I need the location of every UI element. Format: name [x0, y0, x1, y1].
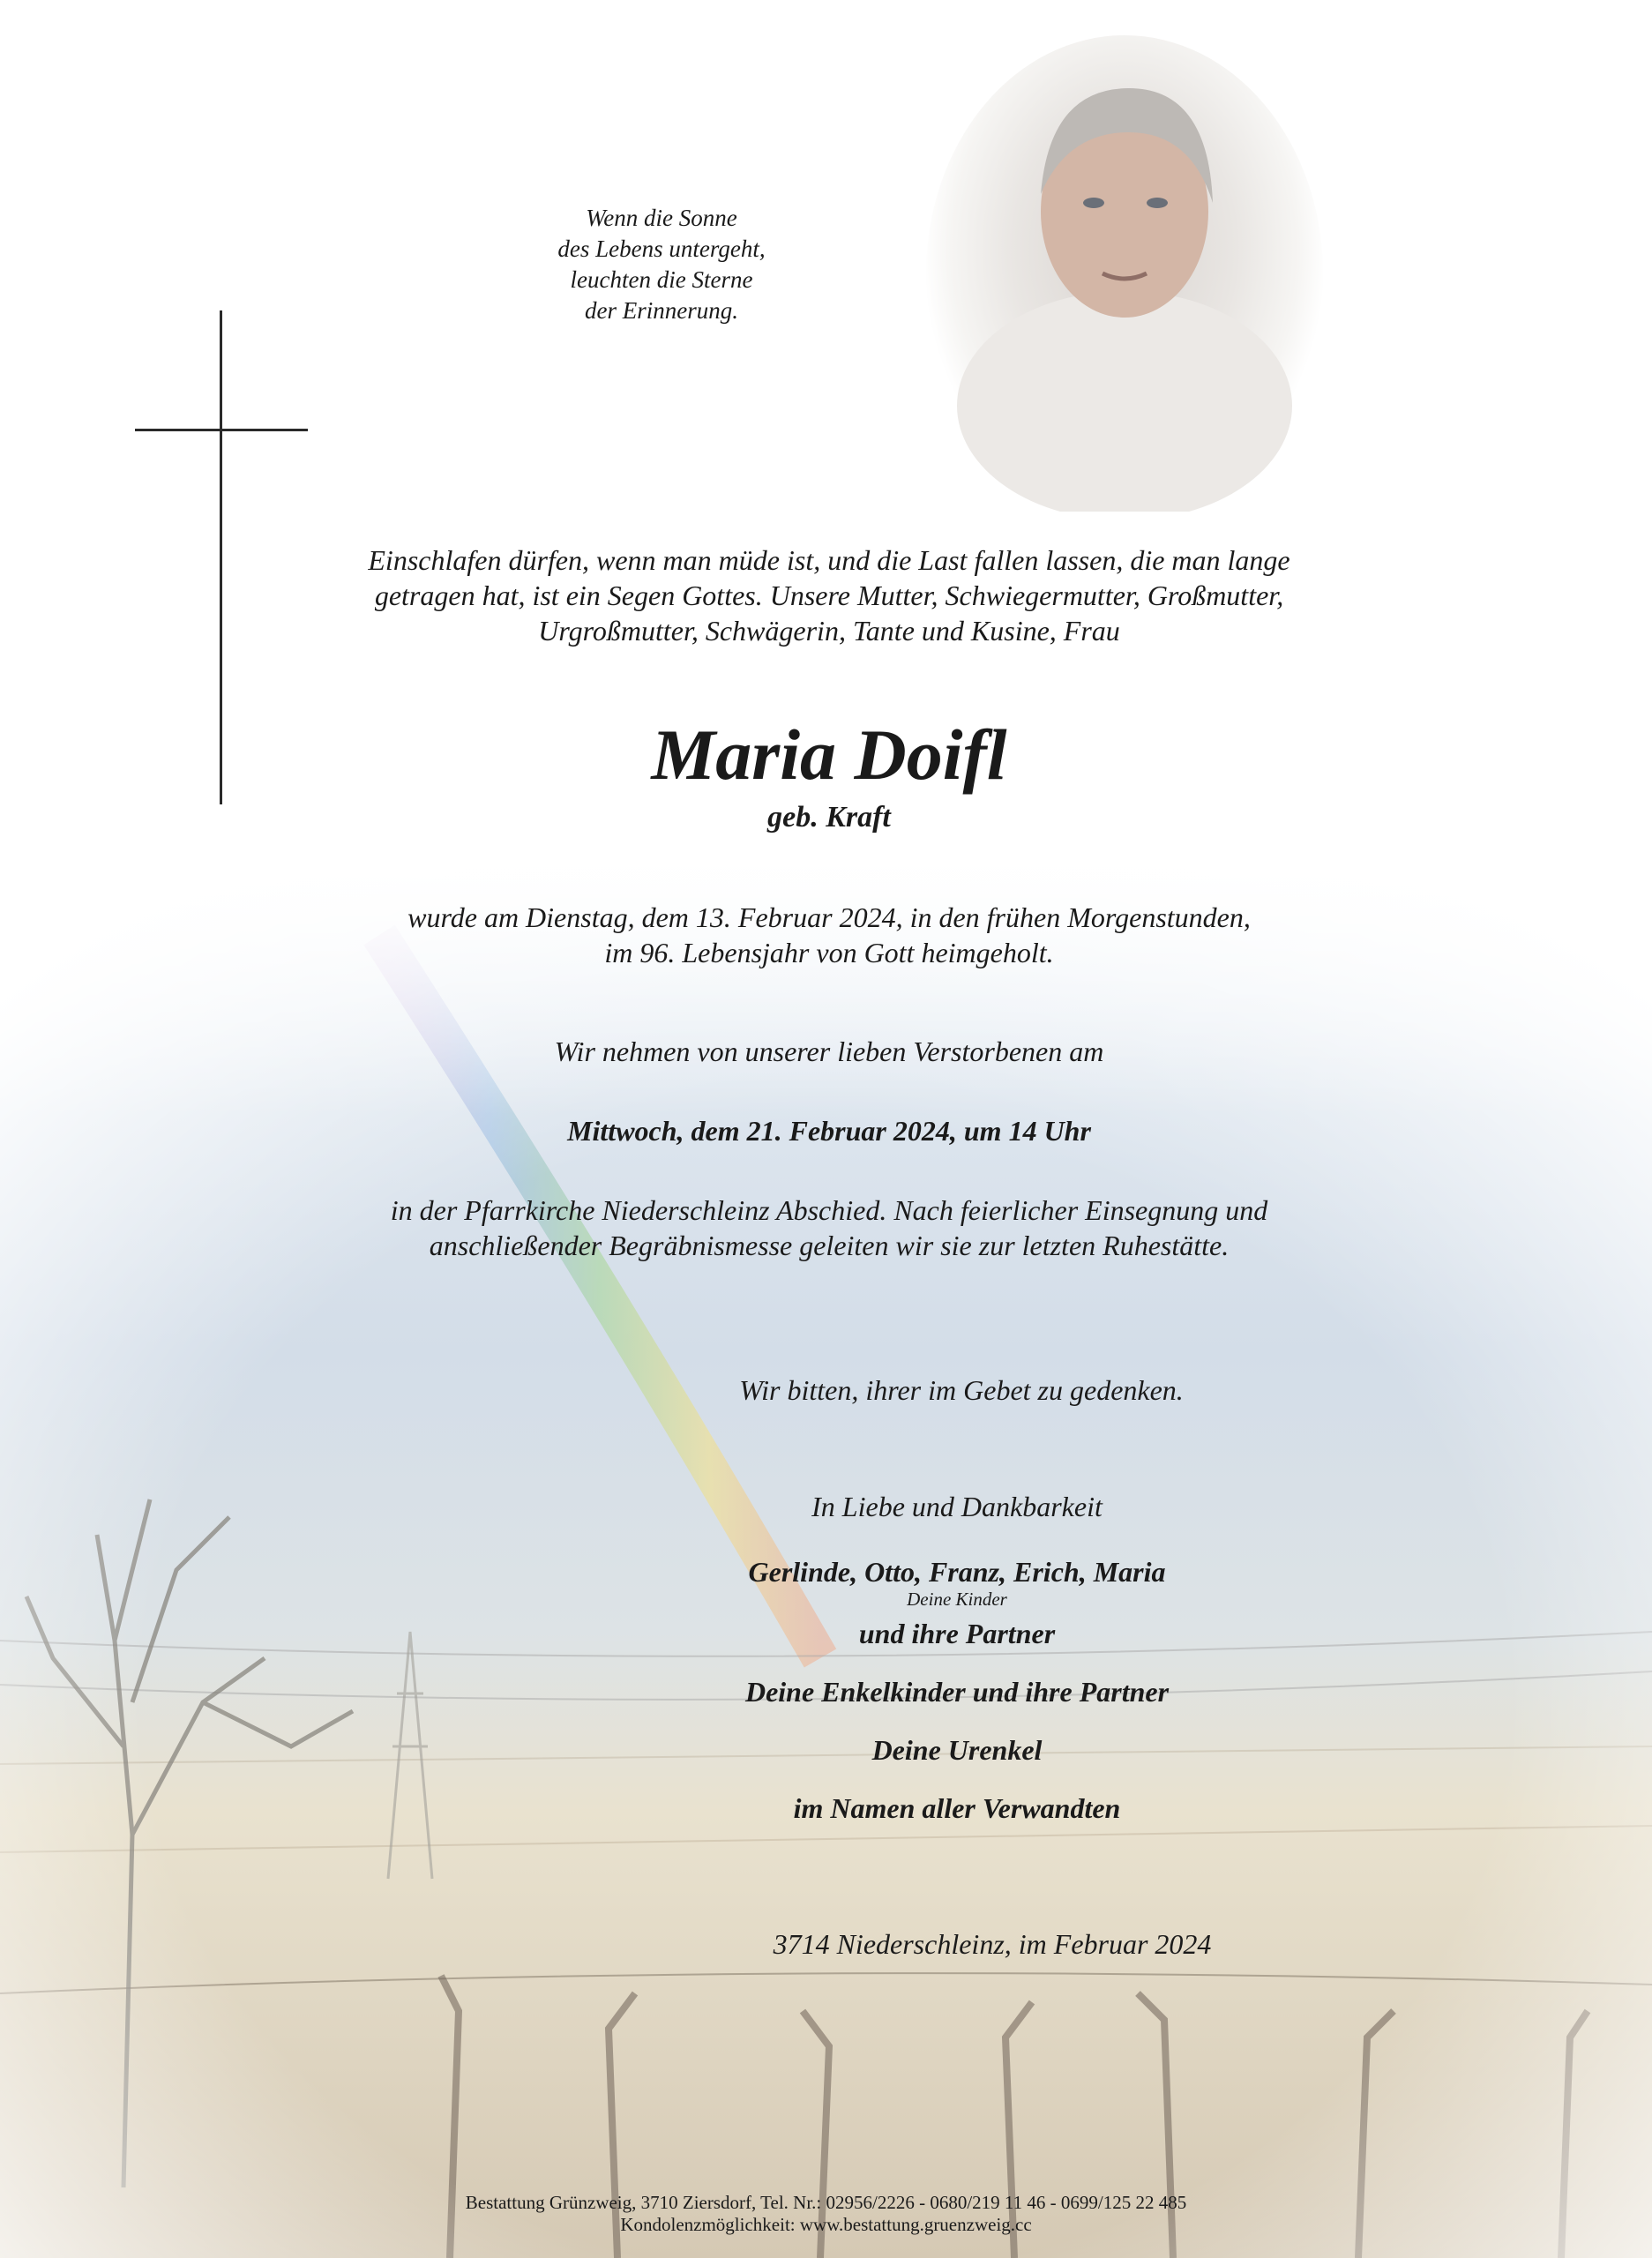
mourner-grandchildren: Deine Enkelkinder und ihre Partner [744, 1676, 1170, 1708]
death-notice [256, 900, 1402, 970]
intro-text [300, 542, 1358, 648]
birth-name: geb. Kraft [767, 801, 891, 834]
mourner-partners: und ihre Partner [858, 1618, 1056, 1649]
mourner-children: Gerlinde, Otto, Franz, Erich, Maria [748, 1556, 1166, 1588]
funeral-date: Mittwoch, dem 21. Februar 2024, um 14 Uhr [567, 1115, 1091, 1147]
church-line: anschließender Begräbnismesse geleiten wir sie zur letzten Ruhestätte. [429, 1230, 1230, 1261]
motto-line: des Lebens untergeht, [557, 236, 766, 262]
portrait-figure [926, 35, 1323, 512]
footer-funeral-home: Bestattung Grünzweig, 3710 Ziersdorf, Tel. Nr.: 02956/2226 - 0680/219 11 46 - 0699/125 22 485 [465, 2192, 1187, 2213]
intro-line: Einschlafen dürfen, wenn man müde ist, und die Last fallen lassen, die man lange [368, 544, 1290, 576]
cross-icon-bar [135, 429, 308, 431]
cross-icon [220, 310, 222, 804]
intro-line: Urgroßmutter, Schwägerin, Tante und Kusine, Frau [538, 615, 1120, 647]
intro-line: getragen hat, ist ein Segen Gottes. Unsere Mutter, Schwiegermutter, Großmutter, [374, 579, 1284, 611]
death-line: im 96. Lebensjahr von Gott heimgeholt. [604, 937, 1054, 968]
motto-line: Wenn die Sonne [586, 205, 737, 231]
love-line: In Liebe und Dankbarkeit [811, 1491, 1103, 1522]
motto [450, 203, 873, 326]
church-text [256, 1193, 1402, 1263]
footer-condolence-link[interactable]: Kondolenzmöglichkeit: www.bestattung.gruenzweig.cc [620, 2214, 1032, 2235]
mourner-great-grandchildren: Deine Urenkel [871, 1734, 1043, 1766]
portrait-photo [926, 35, 1323, 512]
place-date: 3714 Niederschleinz, im Februar 2024 [773, 1928, 1212, 1960]
prayer-request: Wir bitten, ihrer im Gebet zu gedenken. [739, 1374, 1184, 1406]
motto-line: der Erinnerung. [585, 297, 738, 324]
farewell-intro: Wir nehmen von unserer lieben Verstorbenen am [554, 1036, 1104, 1067]
church-line: in der Pfarrkirche Niederschleinz Abschied. Nach feierlicher Einsegnung und [390, 1194, 1268, 1226]
death-line: wurde am Dienstag, dem 13. Februar 2024, in den frühen Morgenstunden, [407, 901, 1251, 933]
mourner-children-caption: Deine Kinder [907, 1589, 1007, 1610]
deceased-name: Maria Doifl [651, 714, 1007, 795]
mourner-relatives: im Namen aller Verwandten [793, 1792, 1121, 1824]
motto-line: leuchten die Sterne [570, 266, 753, 293]
